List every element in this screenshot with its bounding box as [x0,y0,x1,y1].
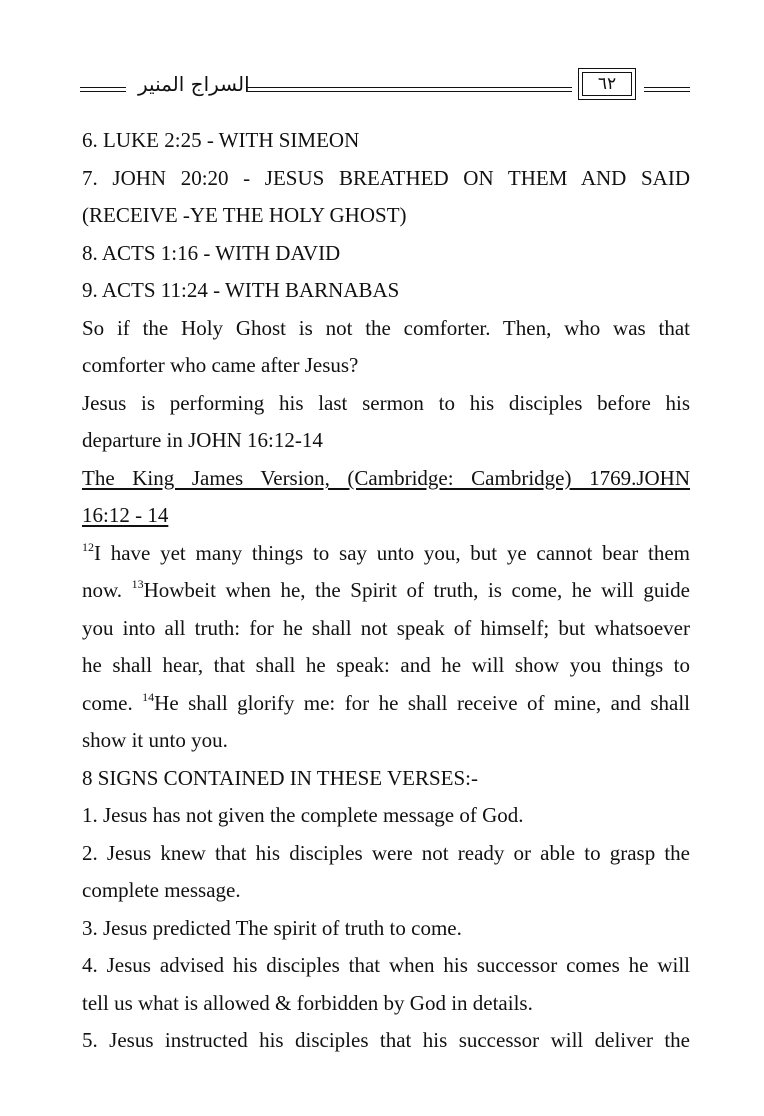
verse-text: now. [82,578,132,602]
text-line: 8. ACTS 1:16 - WITH DAVID [82,240,341,265]
page-number-box [578,68,636,100]
list-item: 5. Jesus instructed his disciples that his successor will deliver the [82,1028,690,1052]
verse-text: He shall glorify me: for he shall receive of mine, and shall [154,690,691,715]
text-line: comforter who came after Jesus? [82,353,359,377]
verse-number: 12 [82,539,94,554]
text-line: departure in JOHN 16:12-14 [82,428,323,452]
list-item: 4. Jesus advised his disciples that when his successor comes he will [82,953,690,977]
verse-text: come. [82,690,143,715]
header-rule-right [644,87,690,88]
text-line: 6. LUKE 2:25 - WITH SIMEON [82,128,360,152]
page-header [0,62,764,106]
verse-line [82,535,690,573]
text-line: (RECEIVE -YE THE HOLY GHOST) [82,203,407,227]
verse-text: Howbeit when he, the Spirit of truth, is come, he will guide [143,578,690,602]
verse-number: 14 [142,689,155,704]
header-rule-middle [246,87,572,88]
citation-line: The King James Version, (Cambridge: Cambridge) 1769.JOHN [82,465,690,490]
list-item: tell us what is allowed & forbidden by God in details. [82,990,533,1015]
verse-line: he shall hear, that shall he speak: and he will show you things to [82,653,690,677]
page-body [82,122,690,1060]
book-title: السراج المنير [138,72,250,96]
verse-line [82,572,690,610]
verse-line [82,685,690,723]
citation-line: 16:12 - 14 [82,503,169,527]
text-line: 7. JOHN 20:20 - JESUS BREATHED ON THEM AND SAID [82,165,690,190]
list-item: complete message. [82,878,241,902]
verse-number: 13 [131,577,144,591]
list-item: 3. Jesus predicted The spirit of truth to come. [82,915,462,940]
text-line: So if the Holy Ghost is not the comforter. Then, who was that [82,315,690,340]
list-item: 2. Jesus knew that his disciples were not ready or able to grasp the [82,840,690,865]
verse-text: I have yet many things to say unto you, but ye cannot bear them [94,540,690,565]
verse-line: show it unto you. [82,728,228,752]
list-item: 1. Jesus has not given the complete message of God. [82,803,524,827]
verse-line: you into all truth: for he shall not speak of himself; but whatsoever [82,615,690,640]
text-line: Jesus is performing his last sermon to his disciples before his [82,390,690,415]
page-number: ٦٢ [597,74,617,94]
text-line: 9. ACTS 11:24 - WITH BARNABAS [82,278,400,302]
header-rule-left [80,87,126,88]
section-heading: 8 SIGNS CONTAINED IN THESE VERSES:- [82,765,478,790]
